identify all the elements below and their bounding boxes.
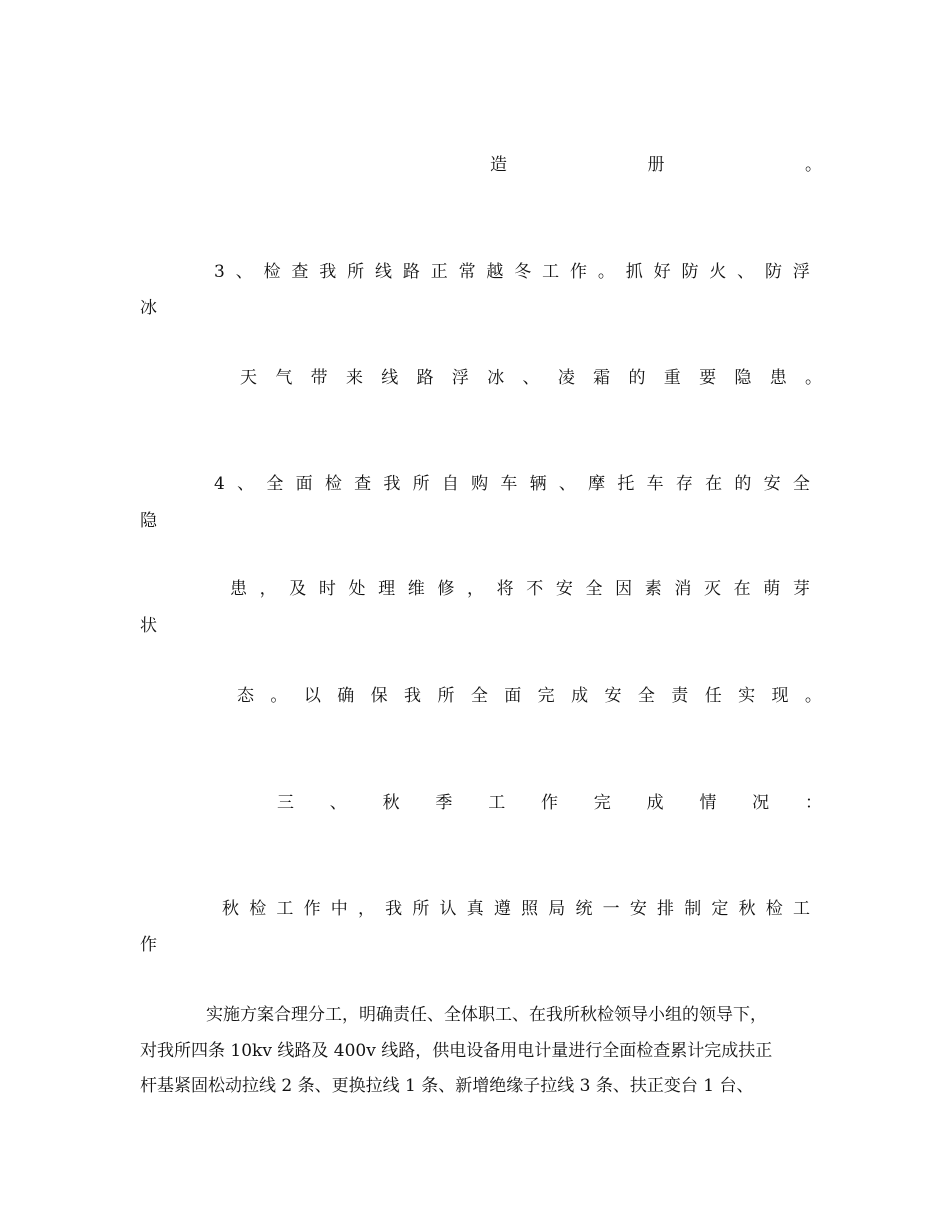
text-char: 3 [214,262,225,282]
text-char: 全 [585,579,603,599]
text-char: 实 [738,686,756,706]
text-char: 所 [412,474,430,494]
text-char: 常 [458,262,476,282]
text-char: 任 [704,686,722,706]
text-char: 因 [615,579,633,599]
text-char: 成 [646,793,664,813]
text-char: 安 [555,579,573,599]
text-char: 统 [575,899,593,919]
text-char: 工 [488,793,506,813]
text-char: 、 [737,262,755,282]
text-char: 工 [276,899,294,919]
text-char: 维 [407,579,425,599]
text-char: 辆 [529,474,547,494]
text-char: 安 [604,686,622,706]
text-char: 、 [558,474,576,494]
body-line-2: 对我所四条 10kv 线路及 400v 线路，供电设备用电计量进行全面检查累计完成扶正 [140,1041,773,1061]
text-char: 理 [378,579,396,599]
text-char: ， [357,899,375,919]
text-char: 自 [441,474,459,494]
text-char: 面 [504,686,522,706]
text-char: 局 [548,899,566,919]
text-char: 安 [629,899,647,919]
text-char: 要 [699,368,717,388]
text-line-1 [490,154,822,176]
text-char: 作 [540,793,558,813]
text-char: ： [804,793,822,813]
text-char: 芽 [792,579,810,599]
text-char: 浮 [792,262,810,282]
text-char: 所 [437,686,455,706]
text-line-11: 作 [140,935,157,955]
text-char: 责 [671,686,689,706]
text-char: 完 [537,686,555,706]
text-char: 在 [705,474,723,494]
text-char: 及 [289,579,307,599]
body-line-3: 杆基紧固松动拉线 2 条、更换拉线 1 条、新增绝缘子拉线 3 条、扶正变台 1 台、 [140,1076,754,1096]
text-char: 检 [263,262,281,282]
text-char: 存 [675,474,693,494]
text-char: 、 [235,262,253,282]
text-char: 排 [657,899,674,919]
text-char: 抓 [625,262,643,282]
text-char: 、 [237,474,255,494]
text-char: 全 [266,474,284,494]
text-char: 确 [337,686,355,706]
text-char: 、 [522,368,540,388]
text-char: 、 [329,793,347,813]
text-char: 。 [805,155,822,175]
text-char: 灭 [704,579,721,599]
text-char: 4 [214,474,225,494]
text-char: 。 [270,686,288,706]
text-char: 查 [354,474,372,494]
text-char: 检 [324,474,342,494]
text-char: 凌 [557,368,575,388]
text-char: 以 [303,686,321,706]
text-char: 季 [435,793,453,813]
text-char: 处 [348,579,366,599]
text-char: 查 [291,262,309,282]
text-char: 定 [711,899,729,919]
text-char: 车 [646,474,664,494]
text-char: 册 [647,155,665,175]
text-char: 态 [237,686,254,706]
text-char: 三 [277,793,294,813]
text-char: 认 [439,899,457,919]
text-char: 。 [805,368,822,388]
text-char: 托 [617,474,635,494]
text-char: 保 [370,686,388,706]
text-char: 安 [763,474,781,494]
text-char: 消 [674,579,692,599]
text-char: ， [467,579,484,599]
section-heading [277,792,822,814]
text-char: 制 [684,899,702,919]
text-char: 真 [466,899,484,919]
text-char: 路 [402,262,420,282]
text-char: 浮 [451,368,469,388]
text-char: 的 [628,368,646,388]
text-char: 照 [521,899,539,919]
text-char: 我 [404,686,422,706]
text-char: 全 [637,686,655,706]
text-line-5 [214,473,810,495]
text-char: 修 [437,579,455,599]
text-char: 检 [765,899,783,919]
text-line-8: 状 [140,616,157,636]
text-line-9 [237,685,822,707]
text-char: 正 [430,262,448,282]
text-line-7 [230,578,810,600]
text-char: 好 [653,262,671,282]
text-char: 越 [486,262,504,282]
text-char: 防 [765,262,783,282]
text-char: 所 [412,899,430,919]
text-char: 作 [303,899,321,919]
text-char: 检 [249,899,267,919]
text-char: 车 [500,474,518,494]
text-char: 造 [490,155,507,175]
text-char: 工 [792,899,810,919]
text-char: 霜 [593,368,611,388]
text-char: 作 [570,262,587,282]
text-char: 遵 [493,899,511,919]
text-char: 火 [709,262,727,282]
text-char: 。 [804,686,822,706]
text-char: 不 [526,579,544,599]
text-line-2 [214,261,810,283]
text-char: 情 [699,793,717,813]
text-char: 秋 [382,793,400,813]
text-char: ， [259,579,277,599]
text-char: 冬 [514,262,532,282]
text-char: 秋 [738,899,756,919]
text-line-4 [240,367,822,389]
text-char: 成 [571,686,589,706]
text-char: 。 [597,262,615,282]
text-line-3: 冰 [140,298,157,318]
text-char: 购 [471,474,489,494]
text-char: 线 [381,368,399,388]
text-char: 患 [230,579,247,599]
text-char: 路 [416,368,434,388]
text-char: 我 [385,899,403,919]
text-char: 现 [771,686,789,706]
text-char: 天 [240,368,257,388]
text-char: 在 [733,579,751,599]
text-char: 一 [602,899,620,919]
text-char: 我 [383,474,401,494]
text-char: 中 [330,899,348,919]
text-char: 全 [792,474,810,494]
text-char: 来 [345,368,363,388]
text-char: 萌 [763,579,781,599]
text-char: 时 [318,579,336,599]
body-line-1: 实施方案合理分工，明确责任、全体职工、在我所秋检领导小组的领导下， [206,1005,767,1025]
text-char: 防 [681,262,699,282]
text-char: 我 [319,262,337,282]
text-char: 况 [752,793,770,813]
text-char: 秋 [222,899,239,919]
text-line-6: 隐 [140,511,157,531]
text-char: 工 [542,262,560,282]
text-char: 患 [769,368,787,388]
text-char: 将 [496,579,514,599]
text-line-10 [222,898,810,920]
text-char: 摩 [588,474,606,494]
text-char: 完 [593,793,611,813]
text-char: 面 [295,474,313,494]
text-char: 素 [644,579,662,599]
text-char: 隐 [734,368,752,388]
text-char: 所 [347,262,365,282]
text-char: 冰 [487,368,505,388]
text-char: 带 [310,368,328,388]
text-char: 气 [275,368,293,388]
text-char: 全 [470,686,488,706]
text-char: 重 [663,368,681,388]
text-char: 线 [374,262,392,282]
text-char: 的 [734,474,752,494]
